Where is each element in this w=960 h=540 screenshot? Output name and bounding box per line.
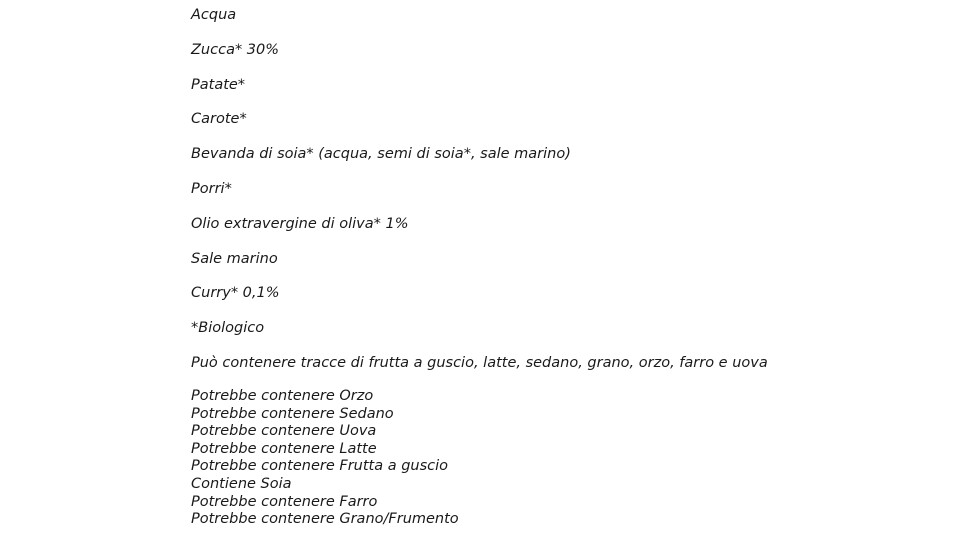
ingredient-line: Zucca* 30% — [191, 41, 280, 58]
allergen-notice: Potrebbe contenere Farro — [191, 493, 378, 510]
ingredient-line: Acqua — [191, 7, 237, 23]
ingredient-line: Carote* — [191, 111, 247, 128]
ingredient-line: Sale marino — [191, 250, 278, 267]
ingredient-list — [191, 5, 931, 388]
ingredient-line: Patate* — [191, 76, 246, 93]
allergen-notice: Potrebbe contenere Uova — [191, 423, 377, 440]
allergen-notice: Potrebbe contenere Latte — [191, 440, 377, 457]
ingredient-line: Porri* — [191, 180, 232, 197]
ingredient-line: Bevanda di soia* (acqua, semi di soia*, sale marino) — [191, 146, 571, 163]
allergen-notice: Potrebbe contenere Orzo — [191, 388, 374, 404]
traces-warning: Può contenere tracce di frutta a guscio, latte, sedano, grano, orzo, farro e uova — [191, 354, 768, 371]
allergen-notice-list — [191, 388, 931, 529]
ingredient-line: Curry* 0,1% — [191, 285, 280, 302]
allergen-notice: Contiene Soia — [191, 475, 292, 492]
allergen-notice: Potrebbe contenere Frutta a guscio — [191, 458, 449, 475]
organic-note: *Biologico — [191, 320, 265, 337]
allergen-notice: Potrebbe contenere Grano/Frumento — [191, 511, 459, 528]
ingredient-line: Olio extravergine di oliva* 1% — [191, 215, 409, 232]
allergen-notice: Potrebbe contenere Sedano — [191, 405, 394, 422]
